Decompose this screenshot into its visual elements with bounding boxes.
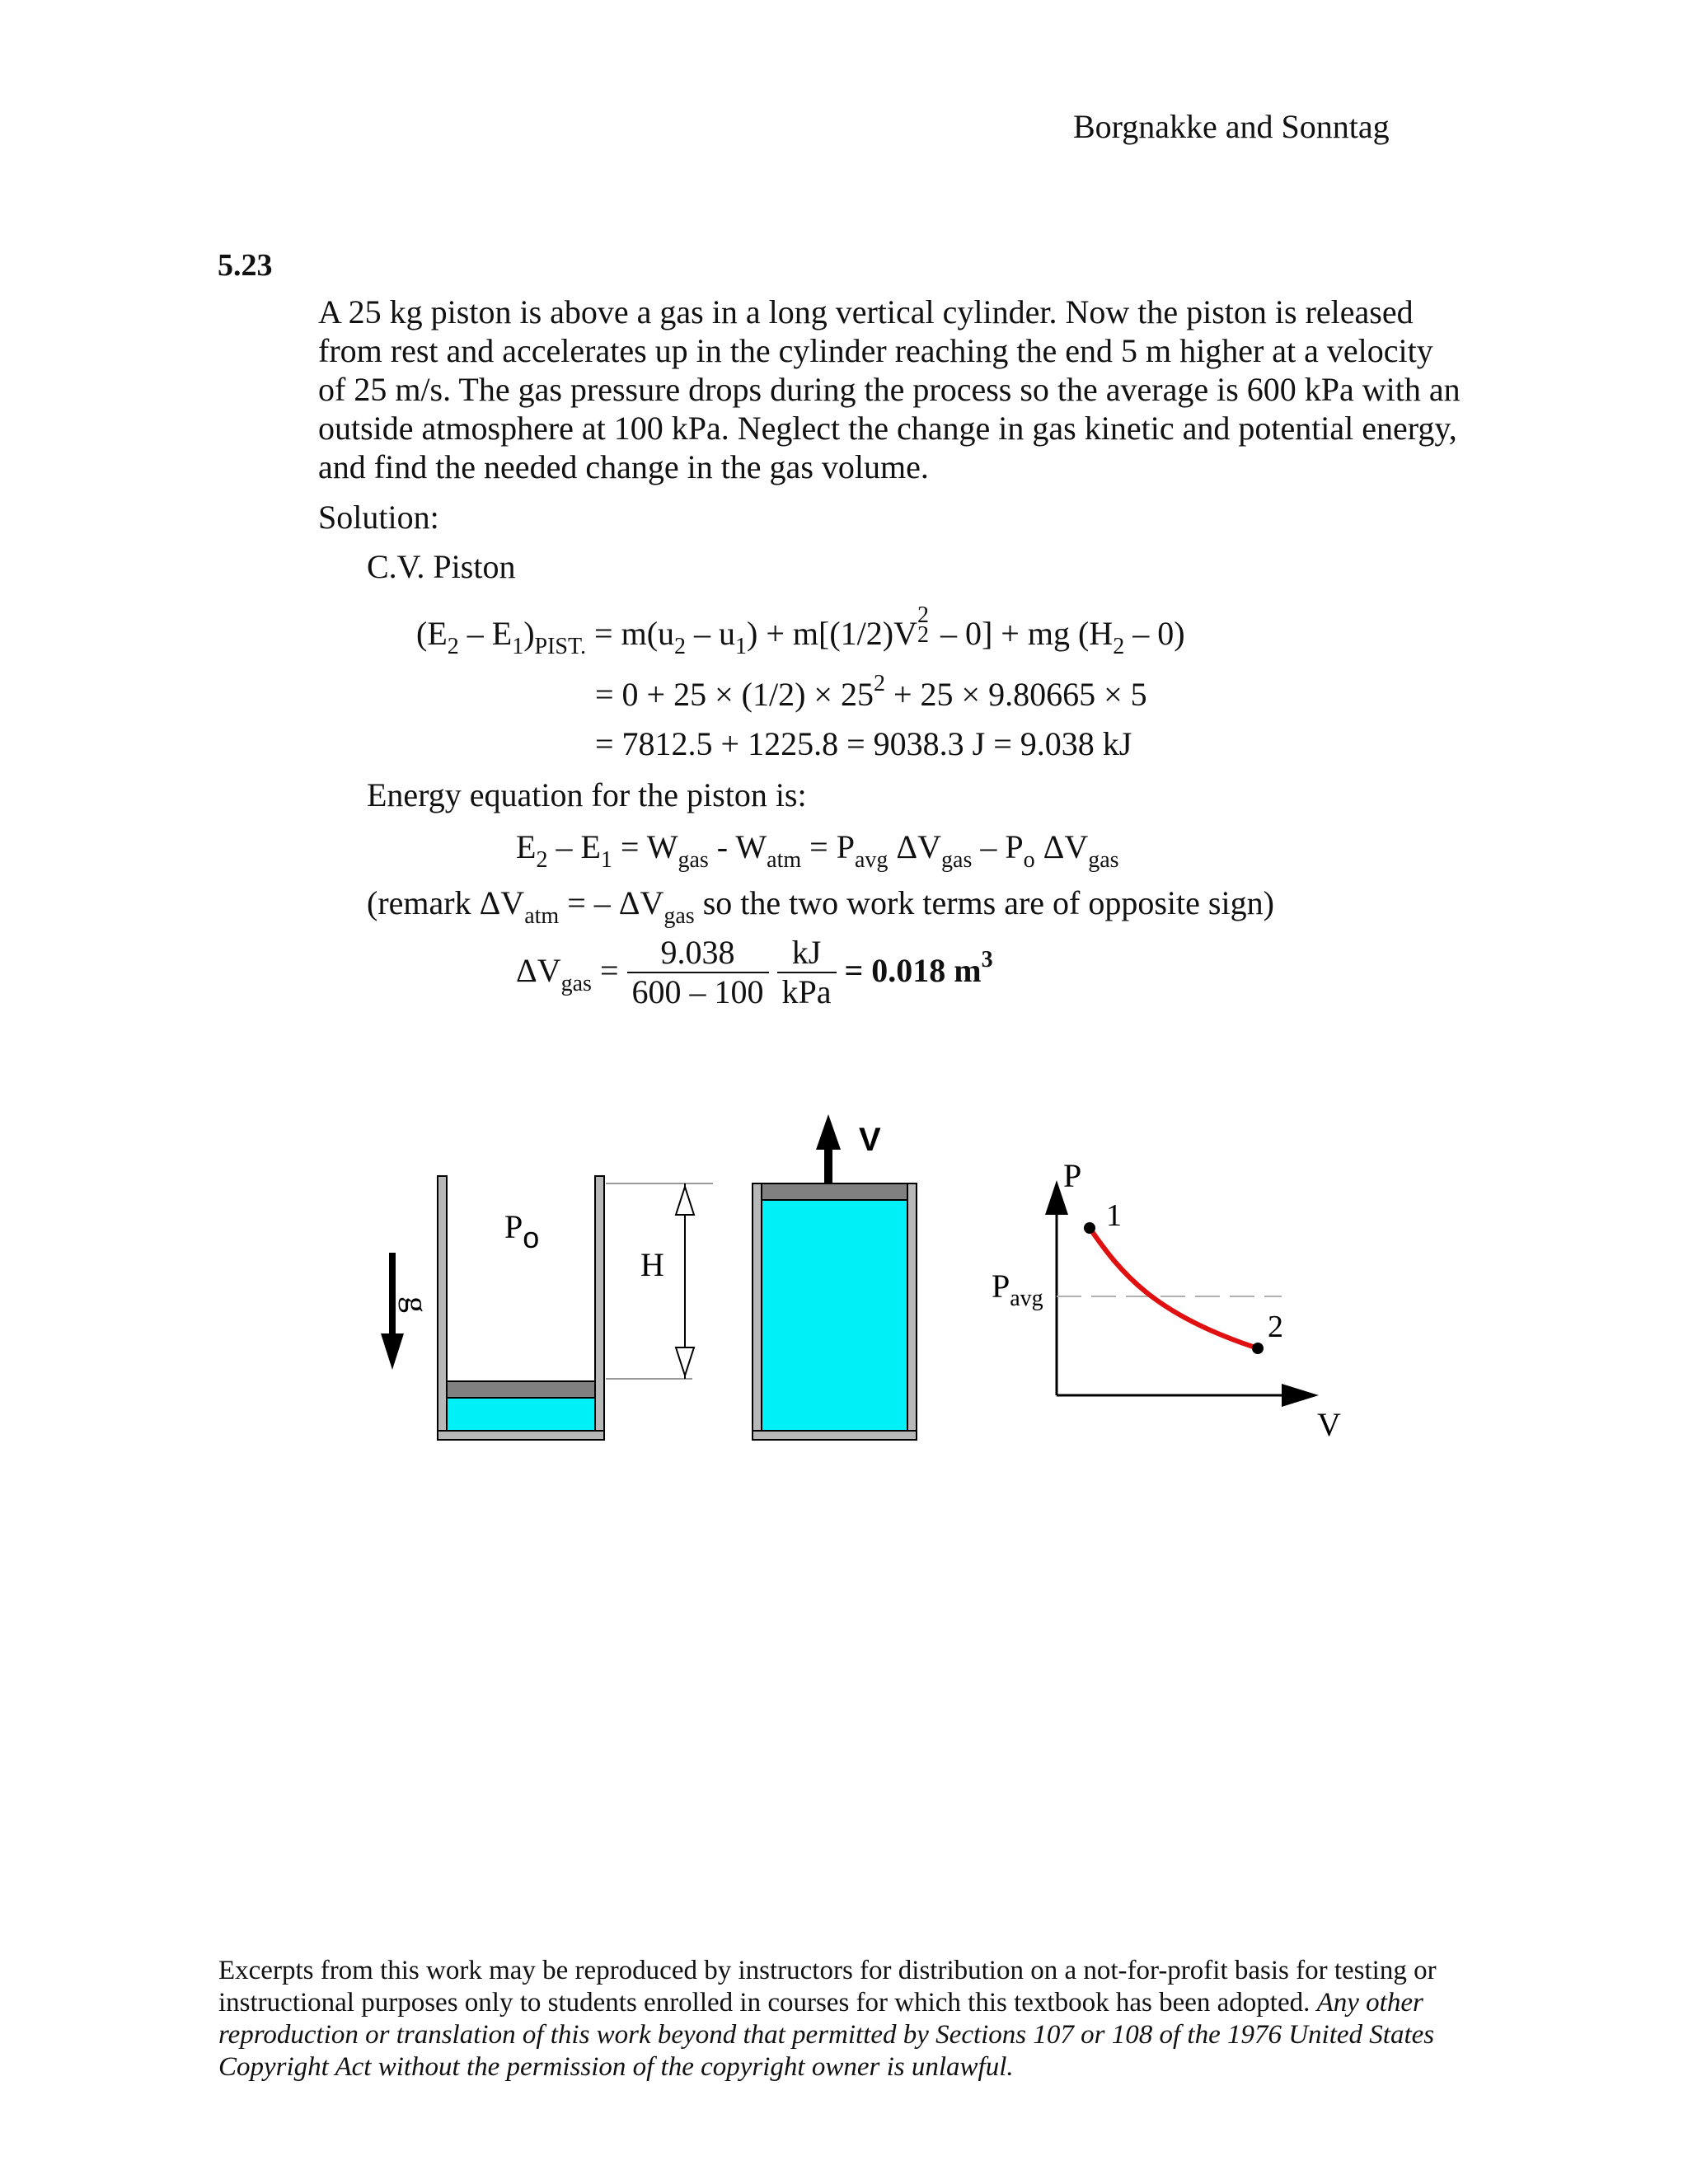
solution-heading: Solution: (318, 499, 439, 536)
gas-final (762, 1200, 907, 1431)
equation-substitution: = $0 + 25 \times (1/2) \times 25^2 + 25 \times 9.80665 \times 5$ (595, 671, 1147, 713)
state-1-label: 1 (1106, 1198, 1122, 1233)
statement-line: outside atmosphere at 100 kPa. Neglect the change in gas kinetic and potential energy, (318, 410, 1457, 447)
copyright-footer (218, 1955, 1488, 2083)
footer-line: instructional purposes only to students enrolled in courses for which this textbook has been adopted. Any other (218, 1988, 1423, 2018)
velocity-label: V (859, 1122, 881, 1158)
cylinder-final (753, 1183, 917, 1440)
statement-line: of 25 m/s. The gas pressure drops during the process so the average is 600 kPa with an (318, 371, 1461, 408)
pv-diagram (1045, 1180, 1319, 1407)
fraction-units: $\frac{kJ}{\text{kPa}}$ (777, 934, 837, 1011)
remark-text: (remark $\Delta V_{atm}$ = – $\Delta V_{gas}$ so the two work terms are of opposite sign) (367, 884, 1274, 929)
header-authors: Borgnakke and Sonntag (1073, 108, 1390, 145)
height-label: H (640, 1246, 664, 1283)
equation-volume-change: $\Delta V_{gas}$ = $\frac{9.038}{600 - 100}$ $\frac{kJ}{\text{kPa}}$ = 0.018 $m^3$ (516, 934, 993, 1010)
problem-number: 5.23 (218, 248, 273, 283)
answer-value: = 0.018 $m^3$ (844, 946, 993, 989)
velocity-arrow-icon (816, 1114, 841, 1183)
state-2-label: 2 (1268, 1310, 1283, 1344)
v-axis-label: V (1317, 1406, 1341, 1443)
state-1-point (1084, 1222, 1095, 1234)
v-axis-arrow-icon (1282, 1384, 1319, 1407)
energy-equation-heading: Energy equation for the piston is: (367, 776, 807, 813)
process-curve (1090, 1228, 1258, 1348)
gravity-label: g (398, 1296, 435, 1313)
fraction-values: $\frac{9.038}{600 - 100}$ (627, 934, 769, 1011)
piston-initial (447, 1381, 595, 1398)
control-volume-label: C.V. Piston (367, 548, 516, 585)
atmosphere-pressure-label: Po (504, 1208, 540, 1254)
piston-final (762, 1183, 907, 1200)
footer-line: Copyright Act without the permission of the copyright owner is unlawful. (218, 2052, 1014, 2082)
p-axis-label: P (1063, 1157, 1082, 1194)
gas-initial (447, 1398, 595, 1431)
state-2-point (1252, 1343, 1264, 1354)
footer-line: reproduction or translation of this work beyond that permitted by Sections 107 or 108 of the 1976 United States (218, 2020, 1435, 2050)
equation-energy-change: $(E_2 - E_1)_{PIST.} = m(u_2 - u_1) + m[(1/2)V$ 2 2 – 0] + mg $(H_2 - 0)$ (416, 602, 1185, 659)
statement-line: and find the needed change in the gas volume. (318, 448, 929, 485)
pavg-label: $P_{avg}$ (992, 1268, 1043, 1311)
statement-line: A 25 kg piston is above a gas in a long vertical cylinder. Now the piston is released (318, 293, 1414, 330)
equation-result-energy: = 7812.5 + 1225.8 = 9038.3 J = 9.038 kJ (595, 725, 1132, 762)
statement-line: from rest and accelerates up in the cylinder reaching the end 5 m higher at a velocity (318, 332, 1433, 369)
footer-line: Excerpts from this work may be reproduced by instructors for distribution on a not-for-profit basis for testing or (218, 1956, 1437, 1985)
equation-work-balance: $E_2 - E_1 = W_{gas} - W_{atm} = P_{avg}$ $\Delta V_{gas} - P_o$ $\Delta V_{gas}$ (516, 828, 1119, 873)
